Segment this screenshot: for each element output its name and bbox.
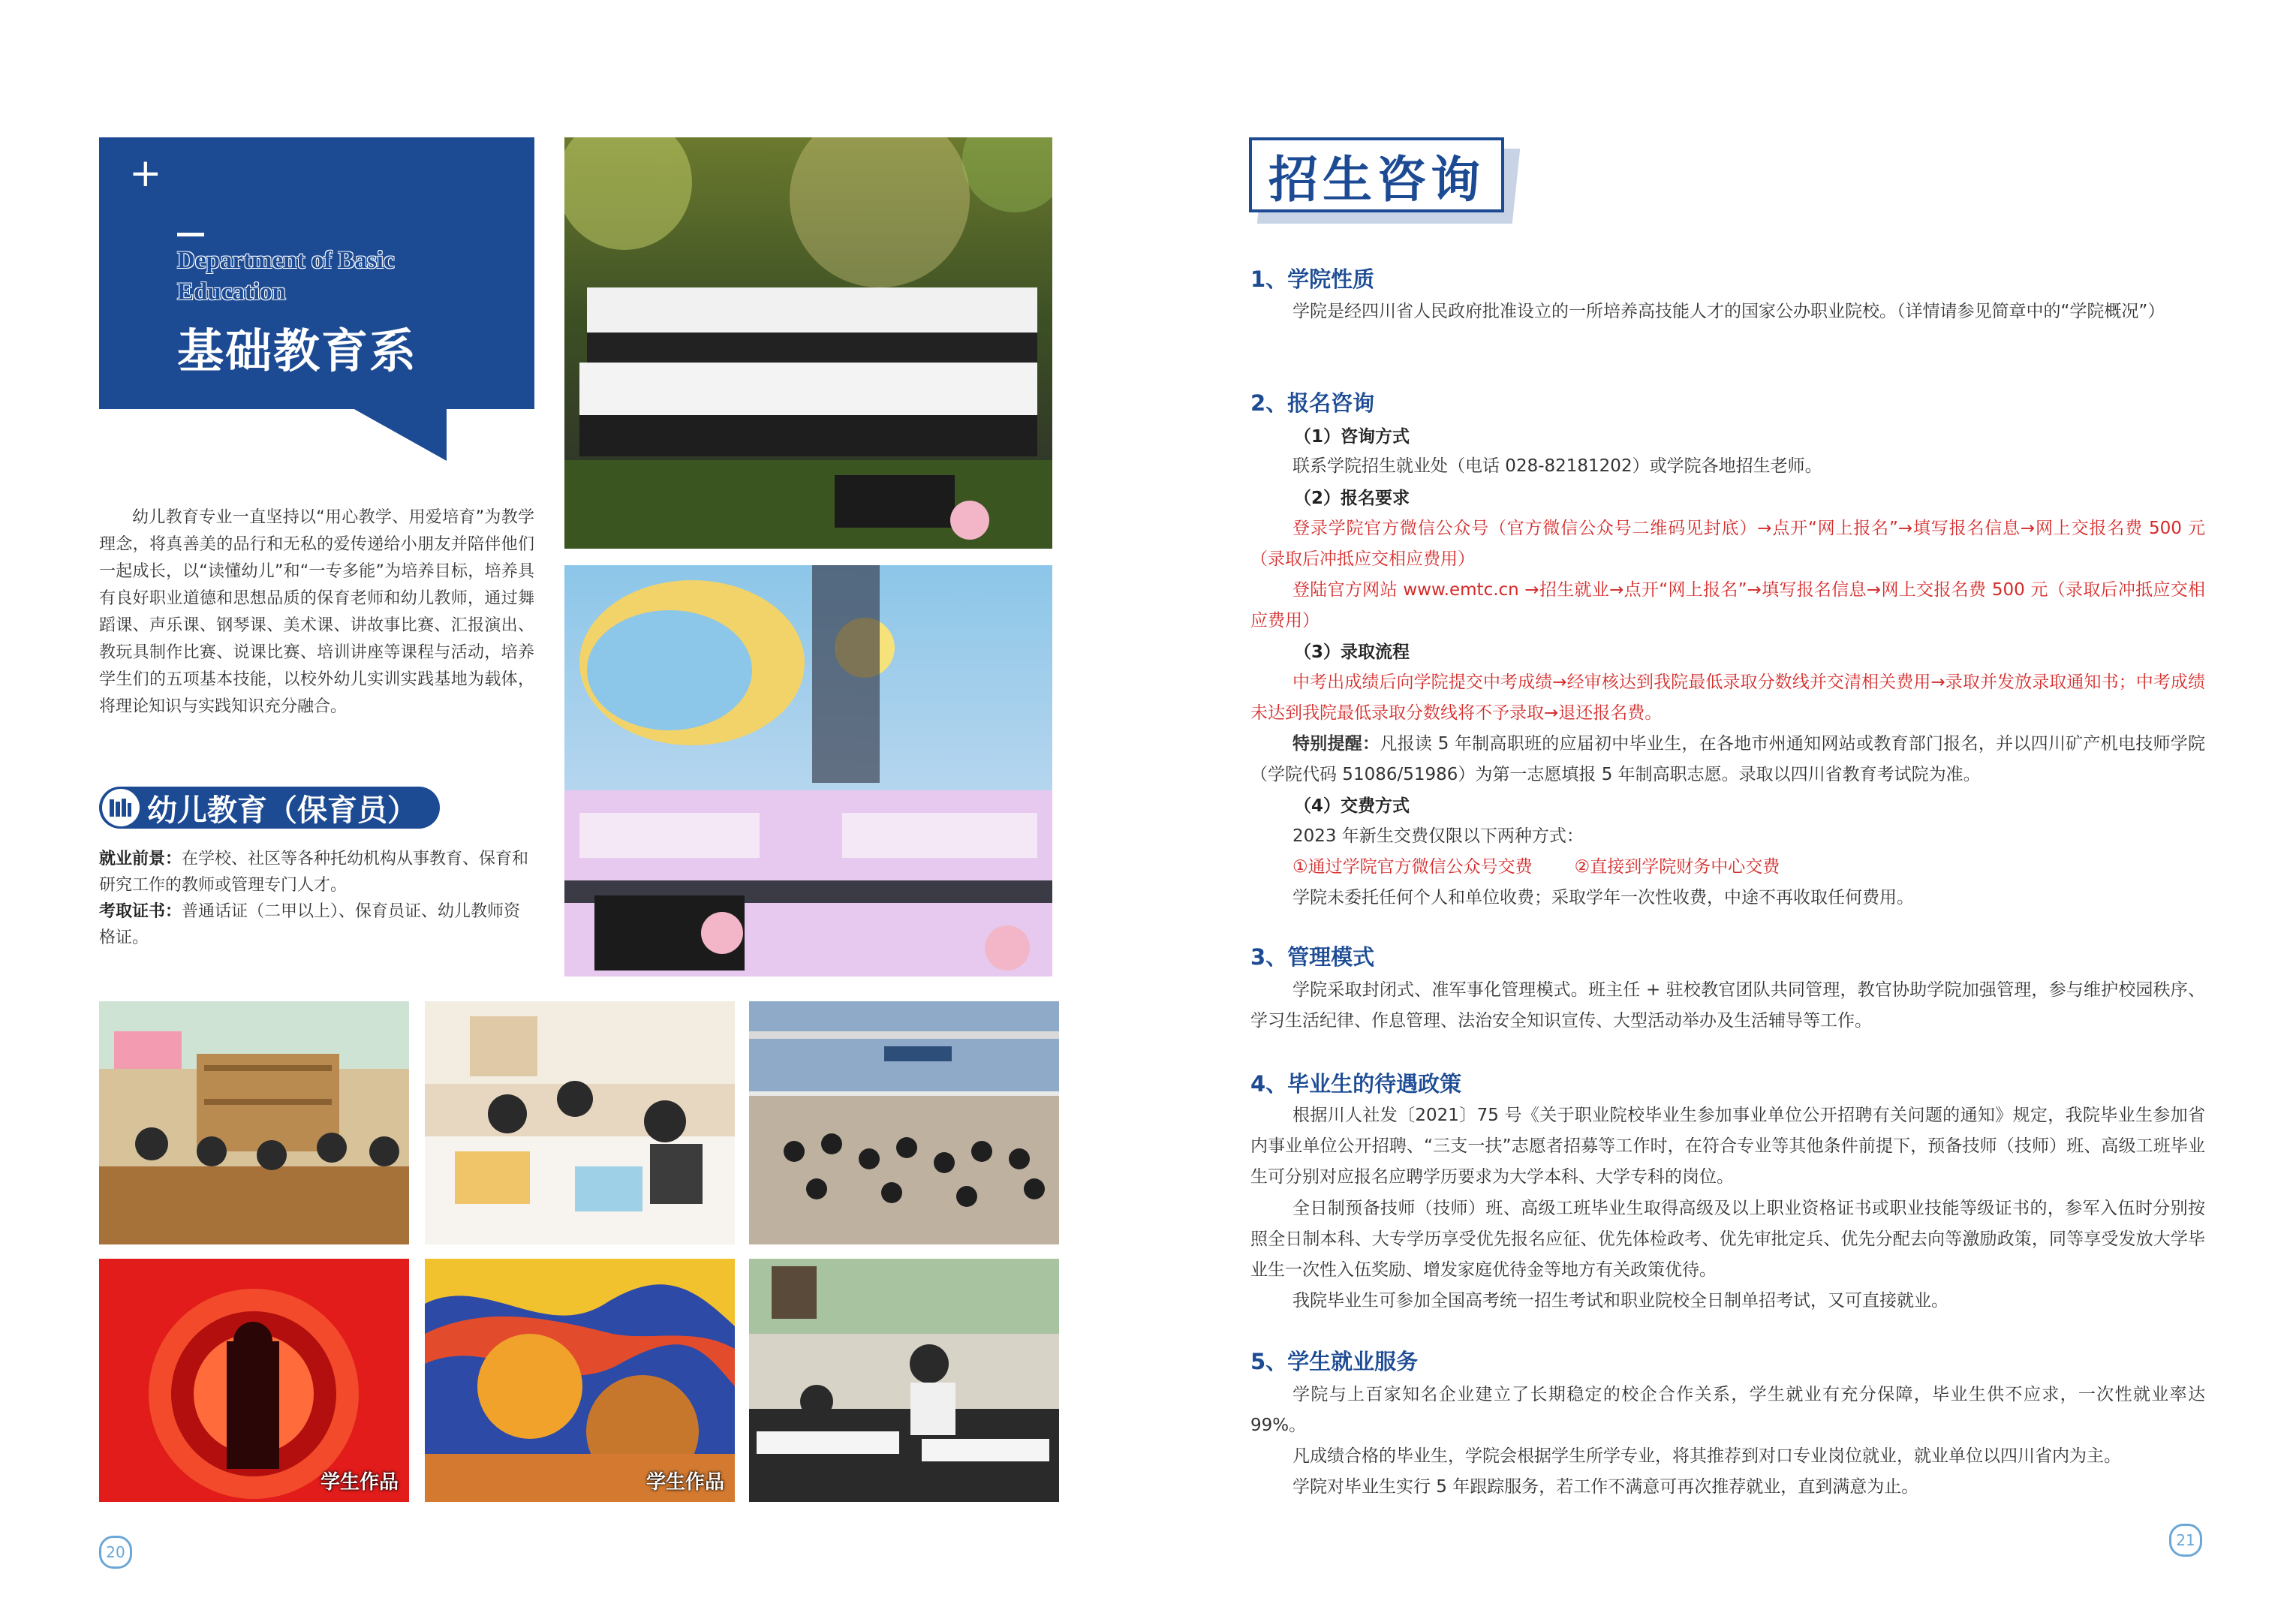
section-5-paragraph-3: 学院对毕业生实行 5 年跟踪服务，若工作不满意可再次推荐就业，直到满意为止。 xyxy=(1292,1477,1919,1497)
section-2-sub-4-text-1: 2023 年新生交费仅限以下两种方式： xyxy=(1292,826,1584,846)
photo-piano-performance xyxy=(564,565,1052,977)
certificates xyxy=(99,898,534,951)
payment-method-2: ②直接到学院财务中心交费 xyxy=(1574,857,1780,877)
photo-piano-class xyxy=(749,1259,1059,1502)
photo-kindergarten-classroom xyxy=(99,1001,409,1244)
section-4-paragraph-2: 全日制预备技师（技师）班、高级工班毕业生取得高级及以上职业资格证书或职业技能等级证书的，参军入伍时分别按照全日制本科、大专学历享受优先报名应征、优先体检政考、优先审批定兵、优先分配去向等激励政策，同等享受发放大学毕业生一次性入伍奖励、增发家庭优待金等地方有关政策优待。 xyxy=(1250,1199,2205,1280)
section-3-heading: 3、管理模式 xyxy=(1250,944,1375,970)
books-icon xyxy=(102,789,140,826)
cert-label: 考取证书： xyxy=(99,902,182,921)
major-details xyxy=(99,846,534,951)
section-1-text: 学院是经四川省人民政府批准设立的一所培养高技能人才的国家公办职业院校。（详情请参见简章中的“学院概况”） xyxy=(1292,302,2165,321)
page-number-right: 21 xyxy=(2169,1524,2202,1557)
section-2-sub-4-text-2: 学院未委托任何个人和单位收费；采取学年一次性收费，中途不再收取任何费用。 xyxy=(1292,888,1914,907)
section-2-sub-2-text-1: 登录学院官方微信公众号（官方微信公众号二维码见封底）→点开“网上报名”→填写报名信息→网上交报名费 500 元（录取后冲抵应交相应费用） xyxy=(1250,519,2205,569)
photo-teacher-with-children xyxy=(425,1001,735,1244)
section-5-heading: 5、学生就业服务 xyxy=(1250,1349,1419,1374)
photo-student-painting-artwork xyxy=(425,1259,735,1502)
section-2-sub-2: （2）报名要求 xyxy=(1294,489,1410,508)
student-work-label: 学生作品 xyxy=(645,1471,724,1494)
section-4-paragraph-3: 我院毕业生可参加全国高考统一招生考试和职业院校全日制单招考试，又可直接就业。 xyxy=(1292,1291,1948,1311)
plus-icon: + xyxy=(129,151,162,196)
department-intro-paragraph: 幼儿教育专业一直坚持以“用心教学、用爱培育”为教学理念，将真善美的品行和无私的爱传递给小朋友并陪伴他们一起成长，以“读懂幼儿”和“一专多能”为培养目标，培养具有良好职业道德和思想品质的保育老师和幼儿教师，通过舞蹈课、声乐课、钢琴课、美术课、讲故事比赛、汇报演出、教玩具制作比赛、说课比赛、培训讲座等课程与活动，培养学生们的五项基本技能，以校外幼儿实训实践基地为载体，将理论知识与实践知识充分融合。 xyxy=(99,508,534,716)
major-title: 幼儿教育（保育员） xyxy=(147,793,417,828)
page-number-left: 20 xyxy=(99,1536,132,1569)
section-3-text: 学院采取封闭式、准军事化管理模式。班主任 + 驻校教官团队共同管理，教官协助学院加强管理，参与维护校园秩序、学习生活纪律、作息管理、法治安全知识宣传、大型活动举办及生活辅导等工作。 xyxy=(1250,980,2205,1031)
section-2-heading: 2、报名咨询 xyxy=(1250,390,1375,416)
section-5-paragraph-2: 凡成绩合格的毕业生，学院会根据学生所学专业，将其推荐到对口专业岗位就业，就业单位以四川省内为主。 xyxy=(1292,1446,2121,1466)
payment-methods xyxy=(1250,852,2205,883)
major-title-badge xyxy=(99,787,440,829)
cert-text: 普通话证（二甲以上）、保育员证、幼儿教师资格证。 xyxy=(99,902,521,947)
student-work-label: 学生作品 xyxy=(320,1471,399,1494)
photo-choir-performance xyxy=(564,137,1052,549)
section-2-sub-3: （3）录取流程 xyxy=(1294,642,1410,662)
photo-dance-studio xyxy=(749,1001,1059,1244)
section-2-sub-3-text: 中考出成绩后向学院提交中考成绩→经审核达到我院最低录取分数线并交清相关费用→录取并发放录取通知书；中考成绩未达到我院最低录取分数线将不予录取→退还报名费。 xyxy=(1250,673,2205,723)
header-divider xyxy=(177,233,204,236)
section-4-paragraph-1: 根据川人社发〔2021〕75 号《关于职业院校毕业生参加事业单位公开招聘有关问题的通知》规定，我院毕业生参加省内事业单位公开招聘、“三支一扶”志愿者招募等工作时，在符合专业等其他条件前提下，预备技师（技师）班、高级工班毕业生可分别对应报名应聘学历要求为大学本科、大学专科的岗位。 xyxy=(1250,1106,2205,1187)
section-2-sub-2-text-2: 登陆官方网站 www.emtc.cn →招生就业→点开“网上报名”→填写报名信息→网上交报名费 500 元（录取后冲抵应交相应费用） xyxy=(1250,580,2205,630)
section-4-heading: 4、毕业生的待遇政策 xyxy=(1250,1071,1462,1097)
page-title: 招生咨询 xyxy=(1268,150,1485,209)
special-notice-text: 凡报读 5 年制高职班的应届初中毕业生，在各地市州通知网站或教育部门报名，并以四川矿产机电技师学院（学院代码 51086/51986）为第一志愿填报 5 年制高职志愿。录取以四川省教育考试院为准。 xyxy=(1250,734,2205,784)
department-header-pointer xyxy=(353,408,447,461)
payment-method-1: ①通过学院官方微信公众号交费 xyxy=(1292,857,1533,877)
section-2-sub-4: （4）交费方式 xyxy=(1294,796,1410,816)
employment-prospect xyxy=(99,846,534,898)
prospect-label: 就业前景： xyxy=(99,850,182,868)
photo-student-papercut-artwork xyxy=(99,1259,409,1502)
section-2-sub-1: （1）咨询方式 xyxy=(1294,427,1410,447)
section-2-sub-1-text: 联系学院招生就业处（电话 028-82181202）或学院各地招生老师。 xyxy=(1292,456,1822,476)
title-frame xyxy=(1249,137,1504,212)
section-1-heading: 1、学院性质 xyxy=(1250,266,1375,292)
department-name-chinese: 基础教育系 xyxy=(177,324,418,378)
special-notice-label: 特别提醒： xyxy=(1292,734,1380,754)
section-5-paragraph-1: 学院与上百家知名企业建立了长期稳定的校企合作关系，学生就业有充分保障，毕业生供不应求，一次性就业率达 99%。 xyxy=(1250,1385,2205,1435)
prospect-text: 在学校、社区等各种托幼机构从事教育、保育和研究工作的教师或管理专门人才。 xyxy=(99,850,529,895)
special-notice xyxy=(1250,729,2205,790)
department-name-english: Department of Basic Education xyxy=(177,247,395,305)
